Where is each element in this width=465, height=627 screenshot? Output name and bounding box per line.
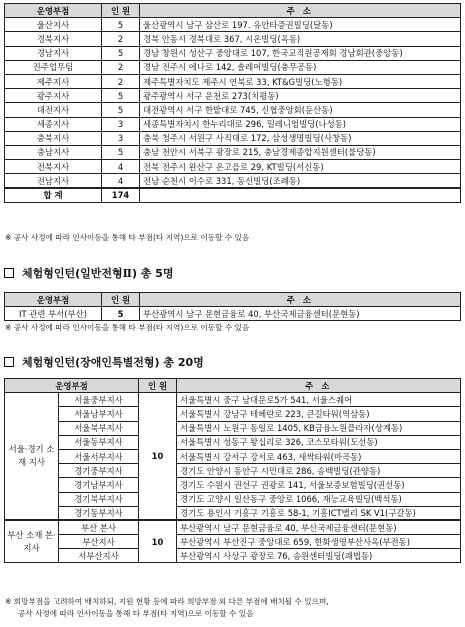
row-branch: 전남지사 [5, 174, 102, 188]
group-label: 부산 소재 본·지사 [5, 520, 59, 563]
note-table2: ※ 공사 사정에 따라 인사이동을 통해 타 부점(타 지역)으로 이동할 수 있음 [5, 323, 250, 332]
row-address: 전북 전주시 완산구 온고을로 29, KT빌딩(서신동) [140, 160, 461, 174]
note-table1: ※ 공사 사정에 따라 인사이동을 통해 타 부점(타 지역)으로 이동할 수 있음 [5, 233, 250, 242]
table-row [5, 89, 461, 103]
row-count: 5 [102, 46, 140, 60]
group-count: 10 [139, 393, 177, 521]
row-count: 5 [102, 145, 140, 159]
table-row [5, 478, 461, 492]
row-branch: 경남지사 [5, 46, 102, 60]
row-address: 대전광역시 서구 한밭대로 745, 신협중앙회(둔산동) [140, 103, 461, 117]
row-count: 2 [102, 60, 140, 74]
row-branch: 부산지사 [59, 535, 139, 549]
header-count: 인 원 [102, 4, 140, 18]
row-count: 5 [102, 103, 140, 117]
table-row [5, 435, 461, 449]
heading-text-prefix: 체험형인턴(일반전형 [22, 267, 123, 280]
row-branch: 서울남부지사 [59, 407, 139, 421]
table-row [5, 393, 461, 407]
table-row [5, 74, 461, 88]
table-row [5, 18, 461, 32]
group-count: 10 [139, 520, 177, 563]
row-count: 2 [102, 32, 140, 46]
row-address: 충북 청주시 서원구 사직대로 172, 삼성생명빌딩(사창동) [140, 131, 461, 145]
heading-text: 체험형인턴(장애인특별전형) 총 20명 [22, 356, 204, 369]
row-address: 경남 진주시 에나로 142, 솔레어빌딩(충무공동) [140, 60, 461, 74]
note-table3-line1: ※ 희망부점을 고려하여 배치하되, 지원 현황 등에 따라 희망부점 외 다른 부점에 배치될 수 있으며, [5, 597, 329, 606]
row-address: 부산광역시 남구 문현금융로 40, 부산국제금융센터(문현동) [140, 307, 461, 321]
row-branch: 세종지사 [5, 117, 102, 131]
row-address: 서울특별시 강서구 강서로 463, 새싹타워(마곡동) [177, 449, 461, 463]
row-count: 5 [102, 18, 140, 32]
header-address: 주 소 [140, 293, 461, 307]
table-row [5, 160, 461, 174]
row-branch: 진주업무팀 [5, 60, 102, 74]
table-row [5, 46, 461, 60]
row-branch: 서울북부지사 [59, 421, 139, 435]
heading-text-suffix: ) 총 5명 [131, 267, 174, 280]
total-label: 합 계 [5, 188, 102, 202]
checkbox-square-icon [4, 268, 14, 278]
row-address: 경기도 수원시 권선구 권광로 141, 서울보증보험빌딩(권선동) [177, 478, 461, 492]
row-branch: 서부산지사 [59, 549, 139, 563]
row-address: 세종특별자치시 한누리대로 296, 밀레니엄빌딩(나성동) [140, 117, 461, 131]
header-count: 인 원 [102, 293, 140, 307]
disabled-intern-table [4, 378, 461, 563]
row-address: 경남 창원시 성산구 중앙대로 107, 한국교직원공제회 경남회관(중앙동) [140, 46, 461, 60]
total-row [5, 188, 461, 202]
row-address: 경기도 고양시 일산동구 중앙로 1066, 재능교육빌딩(백석동) [177, 492, 461, 506]
table-row [5, 60, 461, 74]
table-row [5, 145, 461, 159]
table-row [5, 535, 461, 549]
row-branch: 경기북부지사 [59, 492, 139, 506]
section-heading-disabled [4, 354, 204, 370]
group-label: 서울·경기 소재 지사 [5, 393, 59, 521]
row-branch: 충남지사 [5, 145, 102, 159]
row-branch: 부산 본사 [59, 520, 139, 534]
table-row [5, 103, 461, 117]
row-address: 서울특별시 노원구 동일로 1405, KB금융노원플라자(상계동) [177, 421, 461, 435]
row-address: 전남 순천시 이수로 331, 동신빌딩(조례동) [140, 174, 461, 188]
row-count: 2 [102, 74, 140, 88]
row-branch: 경북지사 [5, 32, 102, 46]
row-count: 3 [102, 131, 140, 145]
table-row [5, 464, 461, 478]
row-count: 5 [102, 307, 140, 321]
header-branch: 운영부점 [5, 4, 102, 18]
branch-table [4, 3, 461, 203]
table-row [5, 449, 461, 463]
table-header [5, 4, 461, 18]
table-row [5, 492, 461, 506]
row-address: 서울특별시 성동구 왕십리로 326, 코스모타워(도선동) [177, 435, 461, 449]
header-branch: 운영부점 [5, 293, 102, 307]
row-branch: 전북지사 [5, 160, 102, 174]
row-branch: 울산지사 [5, 18, 102, 32]
row-branch: 광주지사 [5, 89, 102, 103]
header-address: 주 소 [177, 379, 461, 393]
row-address: 경기도 용인시 기흥구 기흥로 58-1, 기흥ICT밸리 SK V1(구갈동) [177, 506, 461, 520]
row-address: 경기도 안양시 동안구 시민대로 286, 송백빌딩(관양동) [177, 464, 461, 478]
heading-text-num: Ⅱ [122, 266, 132, 280]
total-empty [140, 188, 461, 202]
table-row [5, 131, 461, 145]
row-address: 서울특별시 중구 남대문로5가 541, 서울스퀘어 [177, 393, 461, 407]
row-branch: 서울중부지사 [59, 393, 139, 407]
row-address: 경북 안동시 경북대로 367, 시온빌딩(옥동) [140, 32, 461, 46]
row-address: 부산광역시 남구 문현금융로 40, 부산국제금융센터(문현동) [177, 520, 461, 534]
row-address: 부산광역시 사상구 광장로 76, 송원센터빌딩(괘법동) [177, 549, 461, 563]
row-branch: 서울서부지사 [59, 449, 139, 463]
row-branch: 제주지사 [5, 74, 102, 88]
row-branch: 경기남부지사 [59, 478, 139, 492]
row-count: 3 [102, 117, 140, 131]
row-address: 광주광역시 서구 운천로 273(치평동) [140, 89, 461, 103]
header-address: 주 소 [140, 4, 461, 18]
table-row [5, 549, 461, 563]
table-header [5, 379, 461, 393]
row-count: 4 [102, 160, 140, 174]
table-row [5, 174, 461, 188]
table-row [5, 32, 461, 46]
row-branch: 대전지사 [5, 103, 102, 117]
checkbox-square-icon [4, 357, 14, 367]
row-branch: IT 관련 부서(부산) [5, 307, 102, 321]
table-row [5, 307, 461, 321]
note-table3-line2: 공사 사정에 따라 인사이동을 통해 타 부점(타 지역)으로 이동할 수 있음 [18, 609, 254, 618]
table-header [5, 293, 461, 307]
row-branch: 경기중부지사 [59, 464, 139, 478]
row-address: 충남 천안시 서북구 광장로 215, 충남경제종합지원센터(불당동) [140, 145, 461, 159]
row-branch: 서울동부지사 [59, 435, 139, 449]
row-count: 4 [102, 174, 140, 188]
table-row [5, 117, 461, 131]
header-count: 인 원 [139, 379, 177, 393]
header-branch: 운영부점 [5, 379, 139, 393]
row-address: 울산광역시 남구 삼산로 197. 유안타증권빌딩(달동) [140, 18, 461, 32]
row-address: 부산광역시 부산진구 중앙대로 659, 한화생명부산사옥(부전동) [177, 535, 461, 549]
row-count: 5 [102, 89, 140, 103]
row-branch: 경기동부지사 [59, 506, 139, 520]
section-heading-general [4, 265, 174, 281]
row-address: 제주특별자치도 제주시 연북로 33, KT&G빌딩(노형동) [140, 74, 461, 88]
table-row [5, 520, 461, 534]
table-row [5, 506, 461, 520]
total-value: 174 [102, 188, 140, 202]
row-address: 서울특별시 강남구 테헤란로 223, 큰길타워(역삼동) [177, 407, 461, 421]
table-row [5, 421, 461, 435]
table-row [5, 407, 461, 421]
general-intern-table [4, 292, 461, 321]
row-branch: 충북지사 [5, 131, 102, 145]
